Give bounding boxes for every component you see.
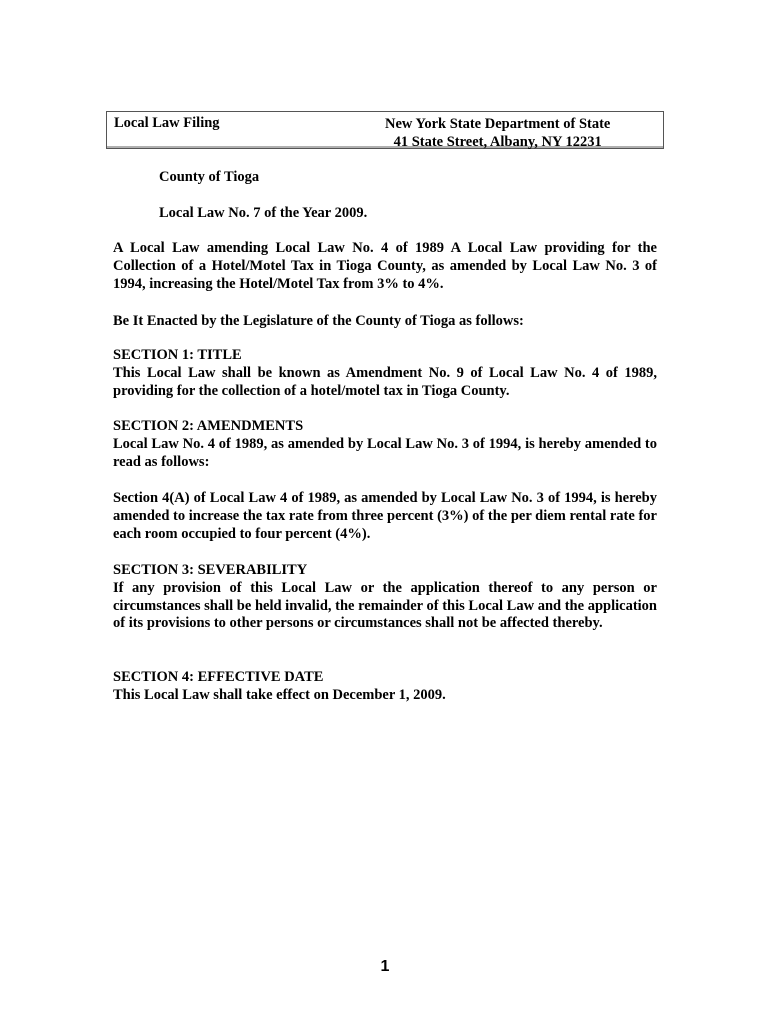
section-2-body: Local Law No. 4 of 1989, as amended by Local Law No. 3 of 1994, is hereby amended to read as follows:: [113, 435, 657, 470]
department-street-address: 41 State Street, Albany, NY 12231: [393, 134, 602, 150]
section-3: [113, 562, 657, 633]
law-number: Local Law No. 7 of the Year 2009.: [159, 205, 368, 221]
section-4-body: This Local Law shall take effect on December 1, 2009.: [113, 686, 446, 703]
department-address: [385, 115, 610, 151]
county-name: County of Tioga: [159, 169, 260, 185]
section-2-amendment-text: Section 4(A) of Local Law 4 of 1989, as amended by Local Law No. 3 of 1994, is hereby amended to increase the tax rate from three percent (3%) of the per diem rental rate for each room occupied to four percent (4%).: [113, 490, 657, 542]
section-4-title: SECTION 4: EFFECTIVE DATE: [113, 669, 324, 685]
section-1-title: SECTION 1: TITLE: [113, 347, 242, 363]
filing-header-box: [106, 111, 664, 149]
section-2-title: SECTION 2: AMENDMENTS: [113, 418, 304, 434]
enacting-clause: Be It Enacted by the Legislature of the County of Tioga as follows:: [113, 313, 524, 329]
filing-label: Local Law Filing: [114, 115, 220, 131]
section-1: [113, 347, 657, 400]
section-3-title: SECTION 3: SEVERABILITY: [113, 562, 308, 578]
section-1-body: This Local Law shall be known as Amendment No. 9 of Local Law No. 4 of 1989, providing for the collection of a hotel/motel tax in Tioga County.: [113, 364, 657, 399]
department-name: New York State Department of State: [385, 116, 611, 132]
law-intro-paragraph: A Local Law amending Local Law No. 4 of 1989 A Local Law providing for the Collection of a Hotel/Motel Tax in Tioga County, as amended by Local Law No. 3 of 1994, increasing the Hotel/Motel Tax from 3% to 4%.: [113, 240, 657, 292]
section-2: [113, 418, 657, 471]
page-number: 1: [380, 958, 390, 975]
section-4: [113, 669, 657, 705]
section-3-body: If any provision of this Local Law or the application thereof to any person or circumstances shall be held invalid, the remainder of this Local Law and the application of its provisions to other persons or circumstances shall not be affected thereby.: [113, 579, 657, 632]
